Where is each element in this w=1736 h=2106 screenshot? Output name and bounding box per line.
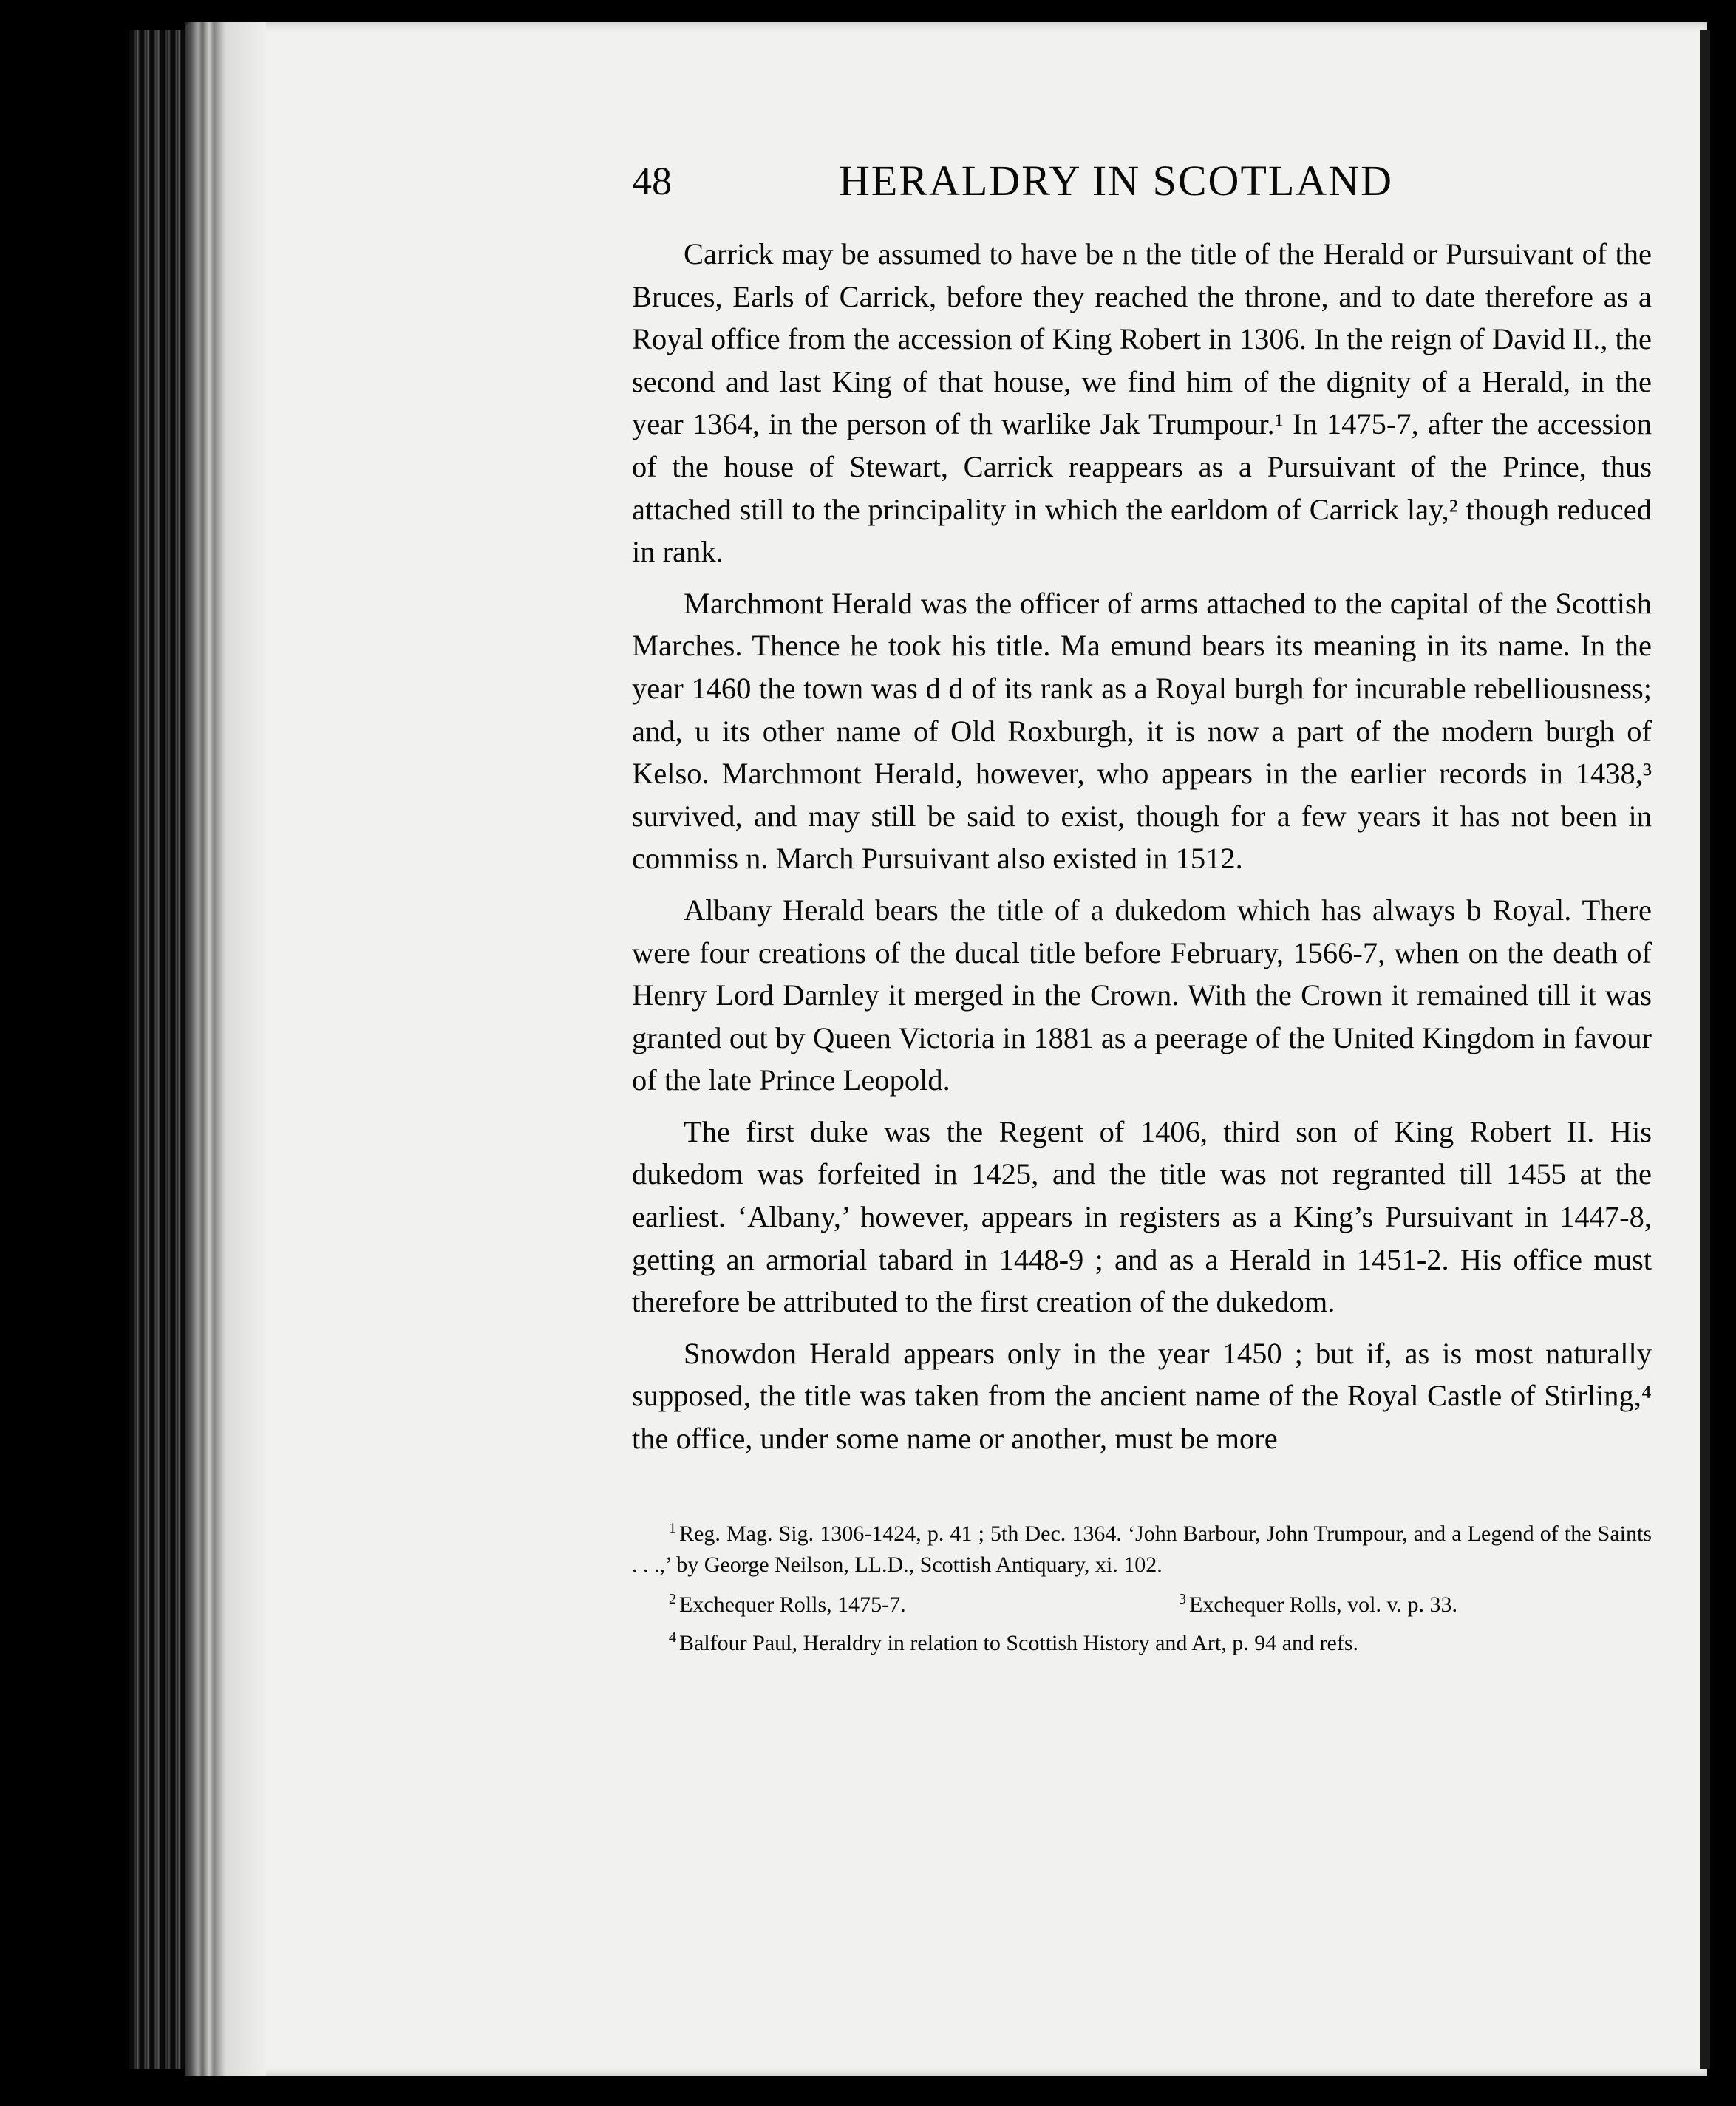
running-title: HERALDRY IN SCOTLAND — [839, 157, 1393, 205]
paragraph-first-duke: The first duke was the Regent of 1406, third son of King Robert II. His dukedom was forfeited in 1425, and the title was not regranted till 1455 at the earliest. ‘Albany,’ however, appears in registers as a King’s Pursuivant in 1447-8, getting an armorial tabard in 1448-9 ; and as a Herald in 1451-2. His office must therefore be attributed to the first creation of the dukedom. — [632, 1114, 1652, 1319]
footnote-3-text: Exchequer Rolls, vol. v. p. 33. — [1189, 1592, 1458, 1617]
footnote-3 — [1142, 1589, 1652, 1621]
footnote-1-mark: 1 — [669, 1520, 676, 1536]
footnote-2-text: Exchequer Rolls, 1475-7. — [679, 1592, 906, 1617]
footnote-4-mark: 4 — [669, 1629, 676, 1646]
page-number: 48 — [632, 159, 672, 203]
footnote-1 — [632, 1519, 1652, 1581]
footnote-4 — [632, 1628, 1652, 1659]
paragraph-marchmont: Marchmont Herald was the officer of arms attached to the capital of the Scottish Marches. Thence he took his title. Ma emund bears its meaning in its name. In the year 1460 the town was d d of its rank as a Royal burgh for incurable rebelliousness; and, u its other name of Old Roxburgh, it is now a part of the modern burgh of Kelso. Marchmont Herald, however, who appears in the earlier records in 1438,³ survived, and may still be said to exist, though for a few years it has not been in commiss n. March Pursuivant also existed in 1512. — [632, 586, 1652, 876]
footnote-3-mark: 3 — [1179, 1591, 1186, 1607]
paragraph-carrick: Carrick may be assumed to have be n the title of the Herald or Pursuivant of the Bruces, Earls of Carrick, before they reached the throne, and to date therefore as a Royal office from the accession of King Robert in 1306. In the reign of David II., the second and last King of that house, we find him of the dignity of a Herald, in the year 1364, in the person of th warlike Jak Trumpour.¹ In 1475-7, after the accession of the house of Stewart, Carrick reappears as a Pursuivant of the Prince, thus attached still to the principality in which the earldom of Carrick lay,² though reduced in rank. — [632, 237, 1652, 569]
footnote-2-mark: 2 — [669, 1591, 676, 1607]
book-spine-edge — [129, 30, 188, 2069]
footnote-1-text: Reg. Mag. Sig. 1306-1424, p. 41 ; 5th Dec. 1364. ‘John Barbour, John Trumpour, and a Legend of the Saints . . .,’ by George Neilson, LL.D., Scottish Antiquary, xi. 102. — [632, 1521, 1652, 1577]
page-right-edge — [1700, 30, 1710, 2069]
footnotes — [632, 1519, 1652, 1668]
footnote-2 — [632, 1589, 1142, 1621]
footnote-row-2-3 — [632, 1589, 1652, 1621]
paragraph-albany: Albany Herald bears the title of a dukedom which has always b Royal. There were four creations of the ducal title before February, 1566-7, when on the death of Henry Lord Darnley it merged in the Crown. With the Crown it remained till it was granted out by Queen Victoria in 1881 as a peerage of the United Kingdom in favour of the late Prince Leopold. — [632, 893, 1652, 1097]
body-text — [632, 233, 1652, 1460]
running-head — [632, 151, 1445, 211]
paragraph-snowdon: Snowdon Herald appears only in the year 1450 ; but if, as is most naturally supposed, the title was taken from the ancient name of the Royal Castle of Stirling,⁴ the office, under some name or another, must be more — [632, 1336, 1652, 1456]
footnote-4-text: Balfour Paul, Heraldry in relation to Scottish History and Art, p. 94 and refs. — [679, 1631, 1358, 1655]
gutter-shadow — [185, 22, 266, 2076]
